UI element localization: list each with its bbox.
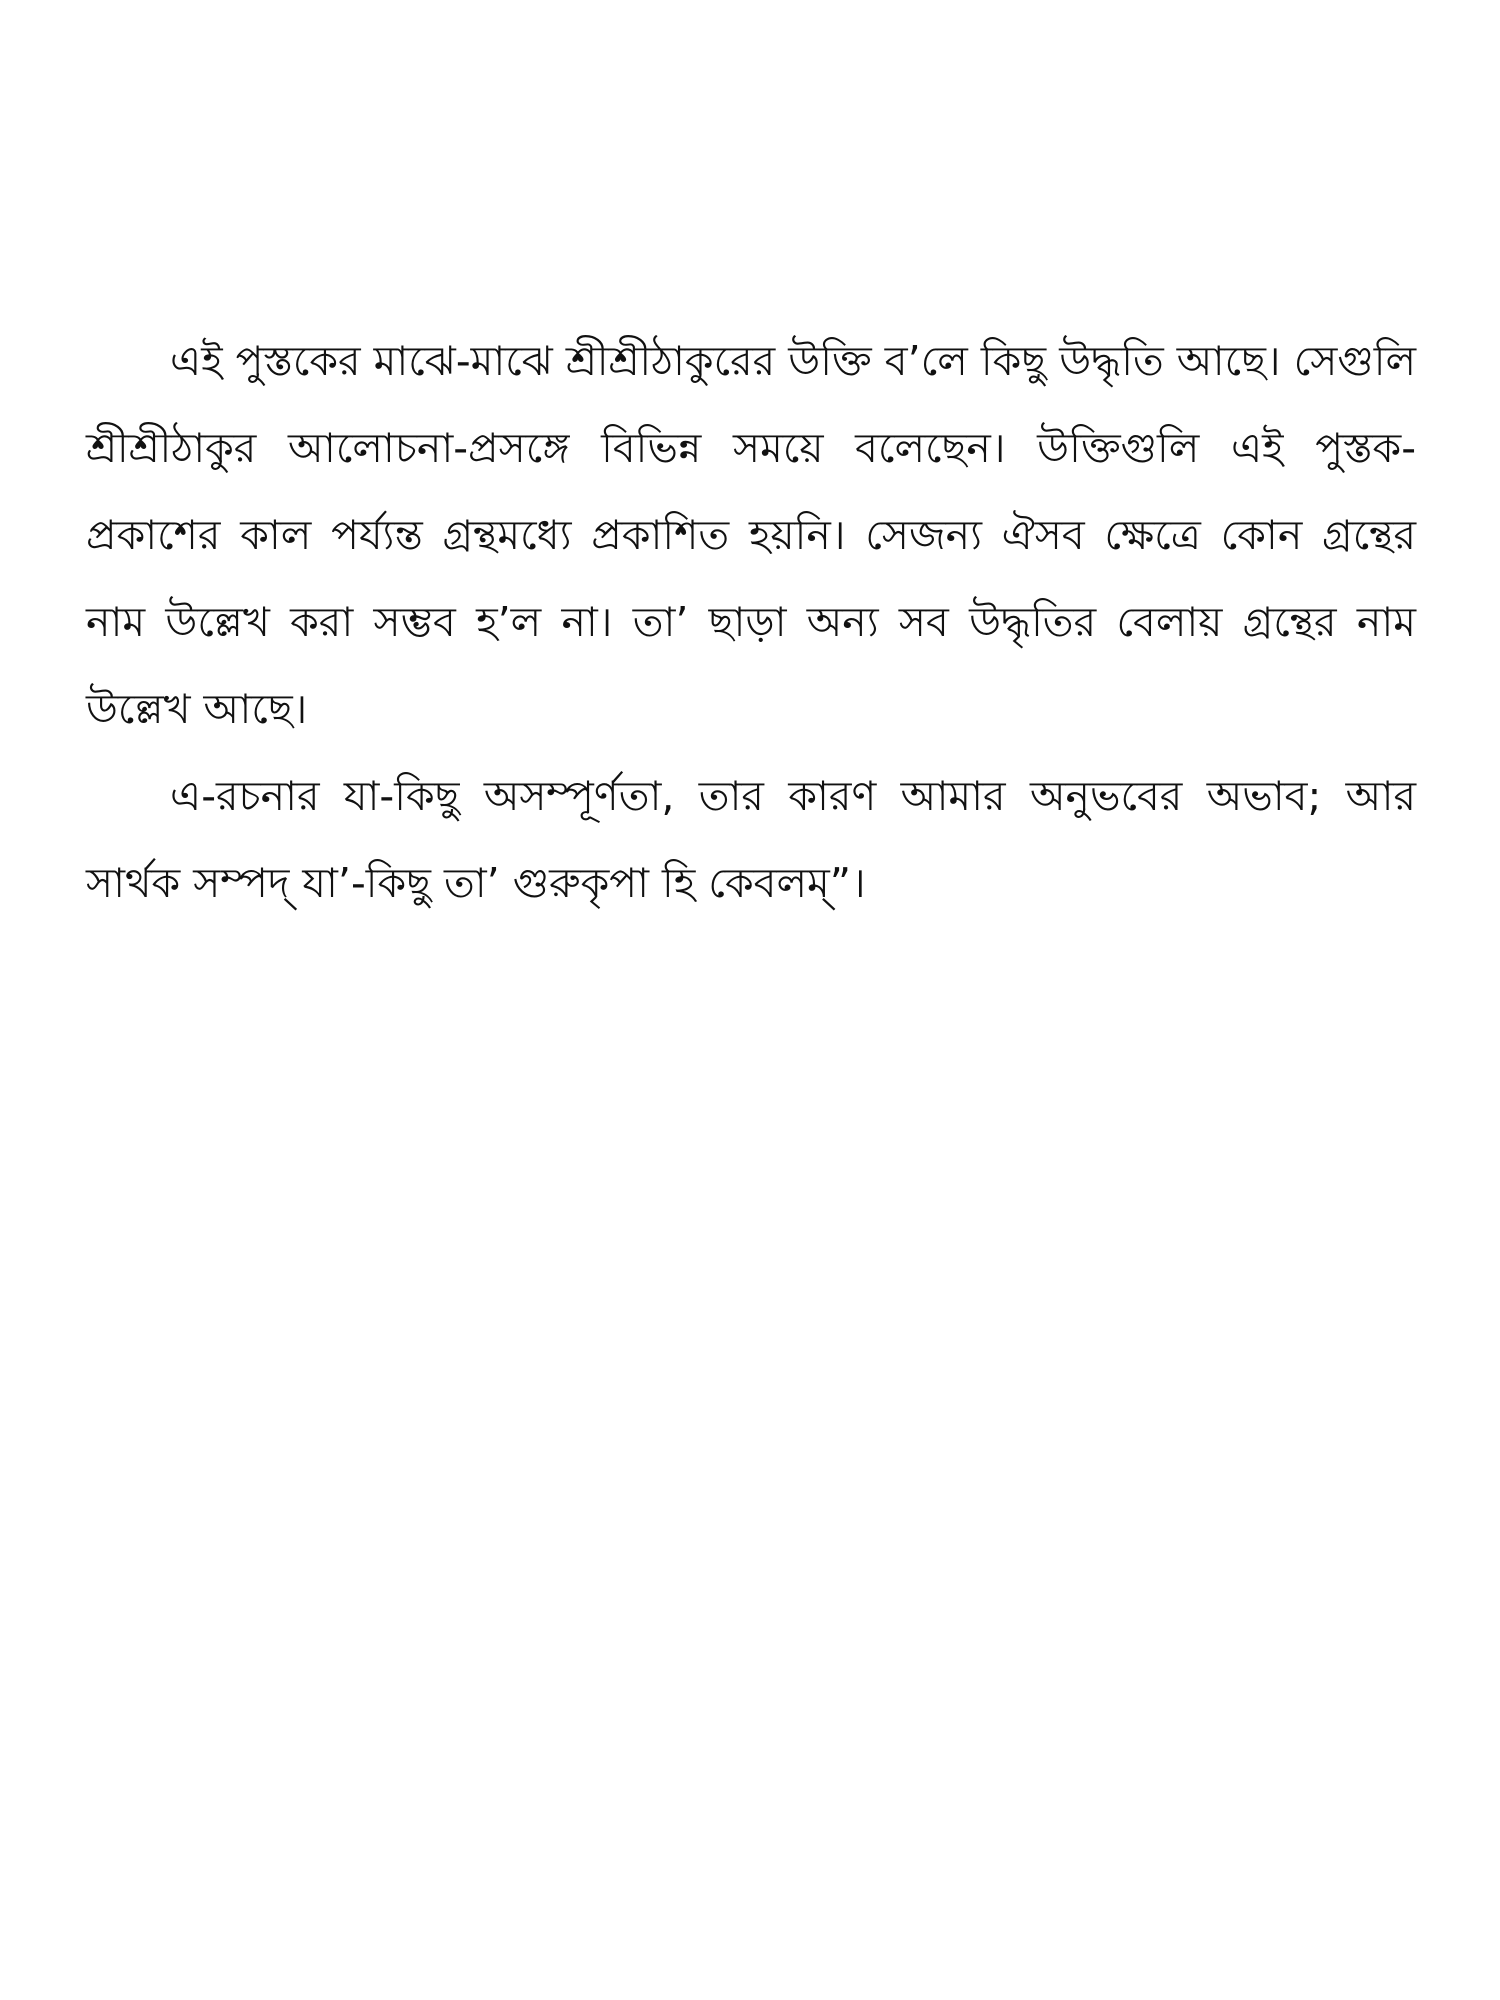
- body-text: [86, 318, 1416, 927]
- paragraph-2: এ-রচনার যা-কিছু অসম্পূর্ণতা, তার কারণ আমার অনুভবের অভাব; আর সার্থক সম্পদ্ যা’-কিছু তা’ গুরুকৃপা হি কেবলম্”।: [86, 772, 1416, 907]
- paragraph-1: এই পুস্তকের মাঝে-মাঝে শ্রীশ্রীঠাকুরের উক্তি ব’লে কিছু উদ্ধৃতি আছে। সেগুলি শ্রীশ্রীঠাকুর আলোচনা-প্রসঙ্গে বিভিন্ন সময়ে বলেছেন। উক্তিগুলি এই পুস্তক-প্রকাশের কাল পর্য্যন্ত গ্রন্থমধ্যে প্রকাশিত হয়নি। সেজন্য ঐসব ক্ষেত্রে কোন গ্রন্থের নাম উল্লেখ করা সম্ভব হ’ল না। তা’ ছাড়া অন্য সব উদ্ধৃতির বেলায় গ্রন্থের নাম উল্লেখ আছে।: [86, 337, 1416, 733]
